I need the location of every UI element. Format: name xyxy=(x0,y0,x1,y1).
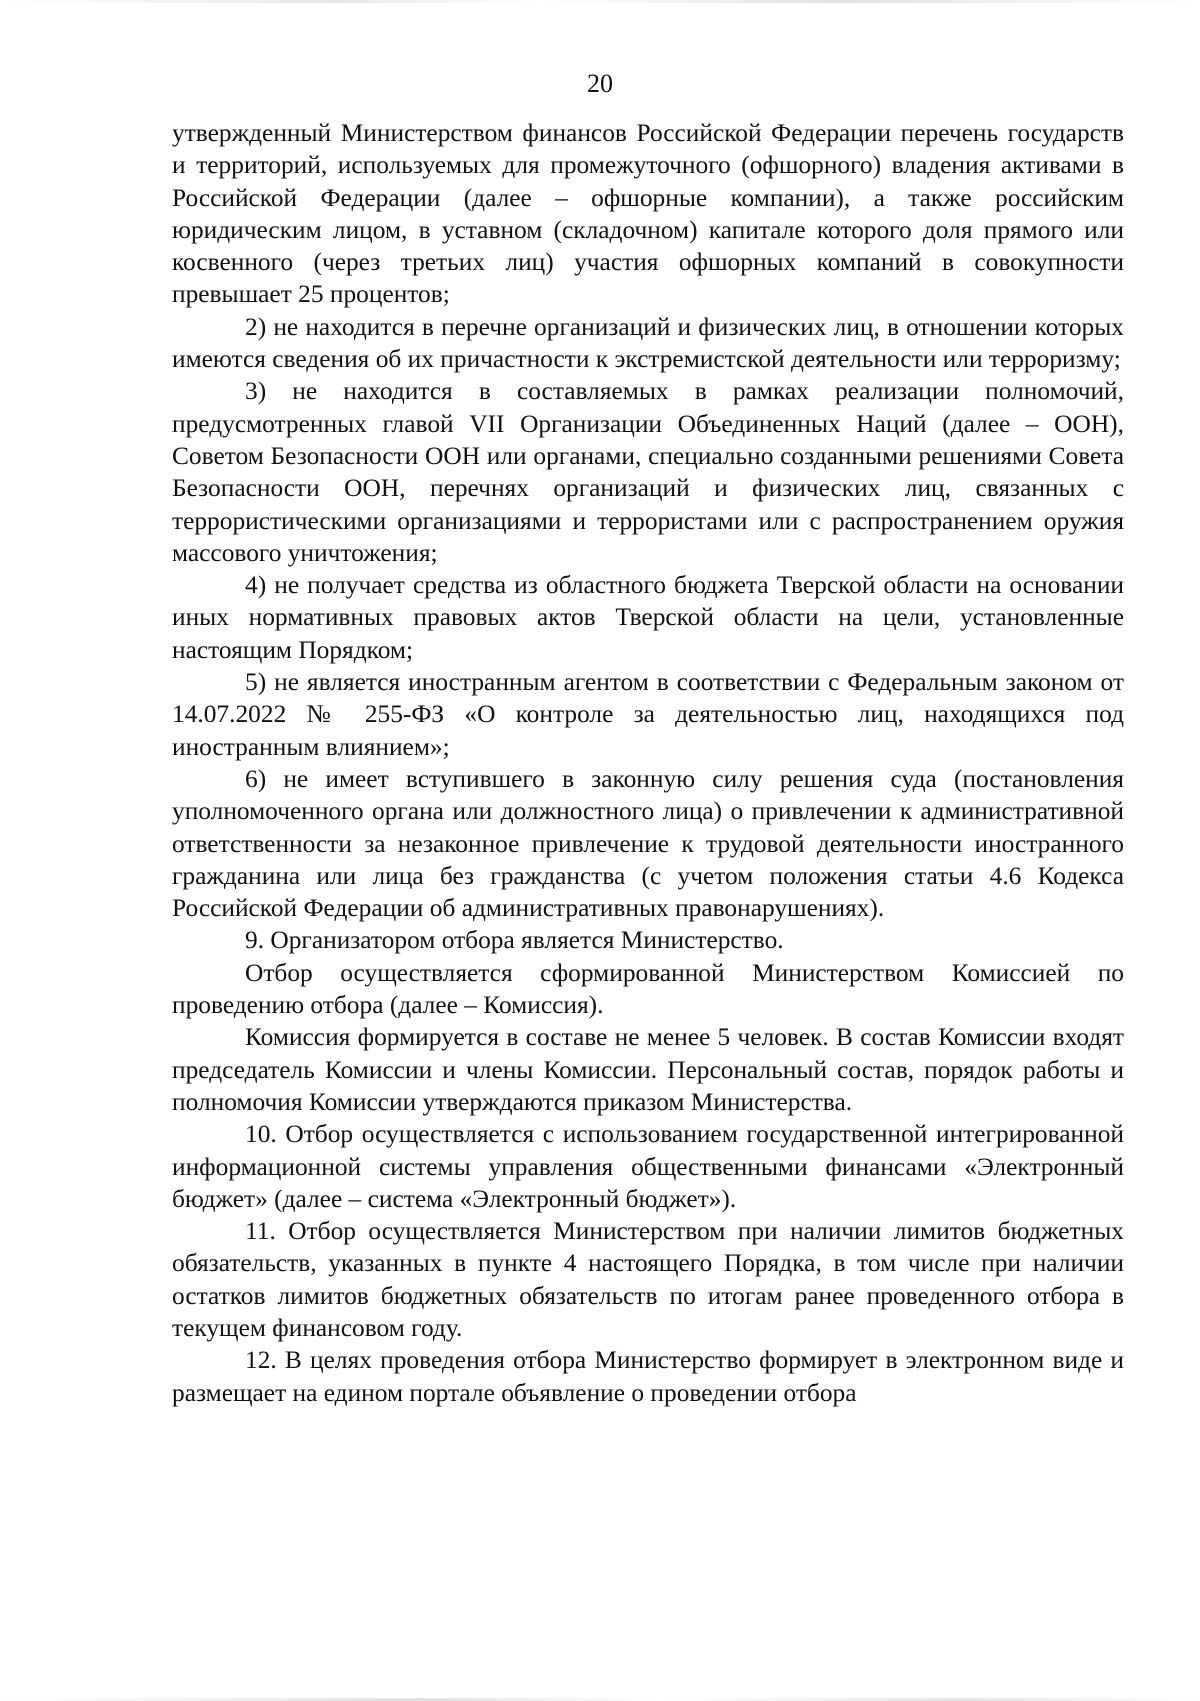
paragraph-clause-9-organizer: 9. Организатором отбора является Министерство. xyxy=(245,926,784,955)
paragraph-clause-11-limits: 11. Отбор осуществляется Министерством при наличии лимитов бюджетных обязательств, указанных в пункте 4 настоящего Порядка, в том числе при наличии остатков лимитов бюджетных обязательств по итогам ранее проведенного отбора в текущем финансовом году. xyxy=(172,1217,1124,1342)
paragraph-item-6-court-decision: 6) не имеет вступившего в законную силу решения суда (постановления уполномоченного органа или должностного лица) о привлечении к административной ответственности за незаконное привлечение к трудовой деятельности иностранного гражданина или лица без гражданства (с учетом положения статьи 4.6 Кодекса Российской Федерации об административных правонарушениях). xyxy=(172,764,1124,923)
paragraph-item-4-budget-funds: 4) не получает средства из областного бюджета Тверской области на основании иных нормативных правовых актов Тверской области на цели, установленные настоящим Порядком; xyxy=(172,571,1124,664)
paragraph-offshore-continuation: утвержденный Министерством финансов Российской Федерации перечень государств и территорий, используемых для промежуточного (офшорного) владения активами в Российской Федерации (далее – офшорные компании), а также российским юридическим лицом, в уставном (складочном) капитале которого доля прямого или косвенного (через третьих лиц) участия офшорных компаний в совокупности превышает 25 процентов; xyxy=(172,119,1124,309)
paragraph-clause-10-electronic-budget: 10. Отбор осуществляется с использованием государственной интегрированной информационной системы управления общественными финансами «Электронный бюджет» (далее – система «Электронный бюджет»). xyxy=(172,1120,1124,1213)
paragraph-item-5-foreign-agent: 5) не является иностранным агентом в соответствии с Федеральным законом от 14.07.2022 № 255-ФЗ «О контроле за деятельностью лиц, находящихся под иностранным влиянием»; xyxy=(172,668,1124,761)
paragraph-item-3-un-lists: 3) не находится в составляемых в рамках реализации полномочий, предусмотренных главой VII Организации Объединенных Наций (далее – ООН), Советом Безопасности ООН или органами, специально созданными решениями Совета Безопасности ООН, перечнях организаций и физических лиц, связанных с террористическими организациями и террористами или с распространением оружия массового уничтожения; xyxy=(172,377,1124,567)
paragraph-clause-12-announcement: 12. В целях проведения отбора Министерство формирует в электронном виде и размещает на едином портале объявление о проведении отбора xyxy=(172,1346,1124,1407)
document-body xyxy=(172,117,1124,1409)
page-number: 20 xyxy=(587,69,613,98)
paragraph-item-2-extremism: 2) не находится в перечне организаций и физических лиц, в отношении которых имеются сведения об их причастности к экстремистской деятельности или терроризму; xyxy=(172,312,1124,374)
scan-edge-top xyxy=(0,0,1200,3)
paragraph-commission-composition: Комиссия формируется в составе не менее 5 человек. В состав Комиссии входят председатель Комиссии и члены Комиссии. Персональный состав, порядок работы и полномочия Комиссии утверждаются приказом Министерства. xyxy=(172,1023,1124,1116)
paragraph-commission-formed: Отбор осуществляется сформированной Министерством Комиссией по проведению отбора (далее – Комиссия). xyxy=(172,958,1124,1020)
